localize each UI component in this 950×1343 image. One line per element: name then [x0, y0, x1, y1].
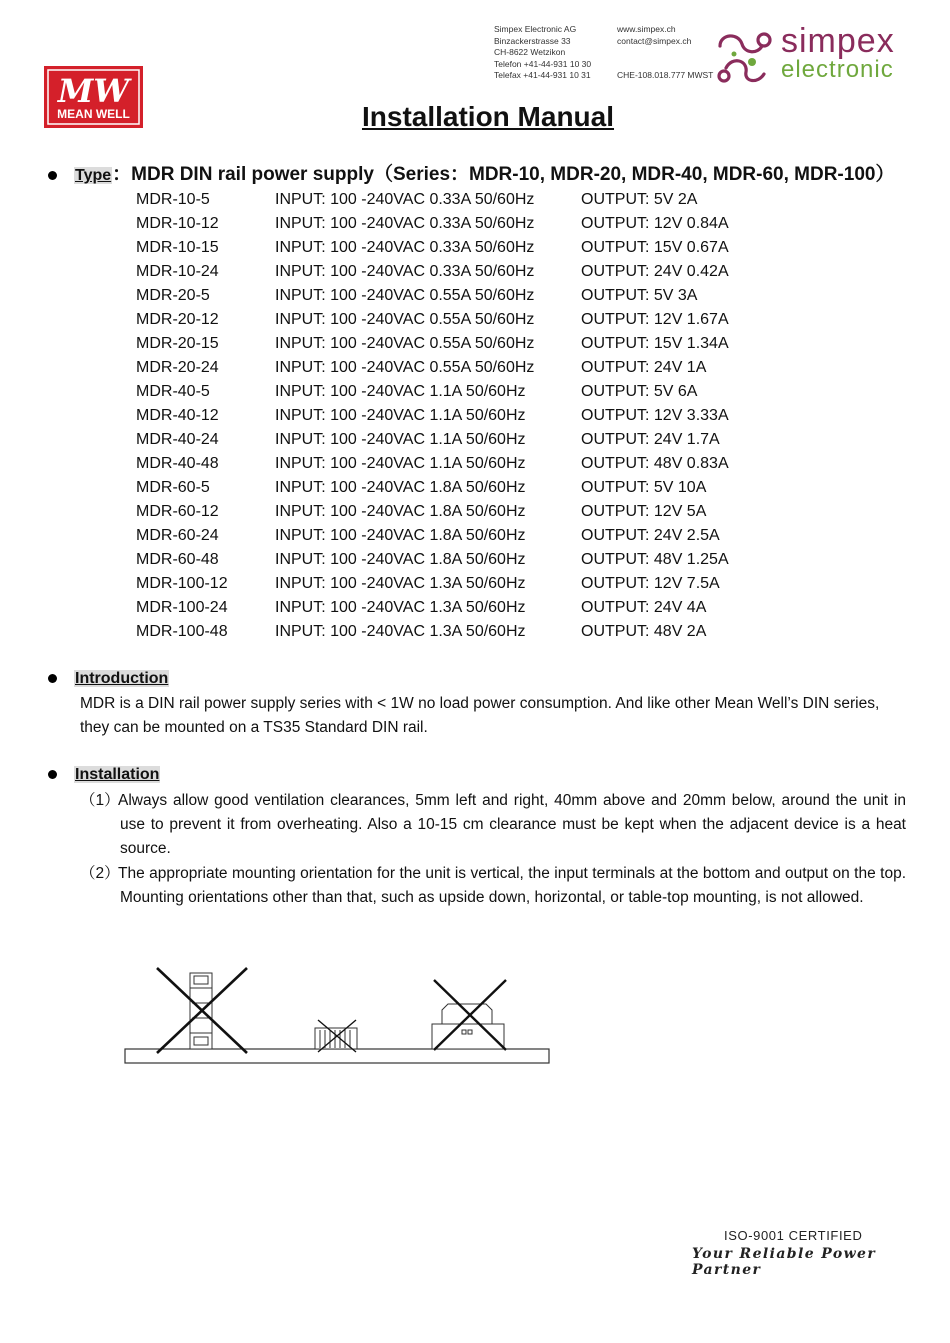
model-input: INPUT: 100 -240VAC 1.8A 50/60Hz [275, 527, 526, 544]
model-input: INPUT: 100 -240VAC 1.8A 50/60Hz [275, 479, 526, 496]
model-name: MDR-100-24 [136, 599, 228, 616]
model-input: INPUT: 100 -240VAC 1.8A 50/60Hz [275, 503, 526, 520]
model-name: MDR-20-24 [136, 359, 219, 376]
model-input: INPUT: 100 -240VAC 0.33A 50/60Hz [275, 239, 535, 256]
model-output: OUTPUT: 5V 10A [581, 479, 707, 496]
model-input: INPUT: 100 -240VAC 1.8A 50/60Hz [275, 551, 526, 568]
model-name: MDR-40-5 [136, 383, 210, 400]
simpex-address-line: Telefax +41-44-931 10 31 [494, 70, 591, 80]
model-name: MDR-60-24 [136, 527, 219, 544]
model-output: OUTPUT: 15V 1.34A [581, 335, 729, 352]
introduction-heading [74, 668, 169, 690]
model-name: MDR-40-48 [136, 455, 219, 472]
simpex-subtitle: electronic [781, 56, 894, 83]
meanwell-logo-text: MEAN WELL [57, 107, 130, 121]
bullet-dot [48, 171, 57, 180]
model-output: OUTPUT: 24V 2.5A [581, 527, 720, 544]
model-input: INPUT: 100 -240VAC 0.33A 50/60Hz [275, 191, 535, 208]
model-input: INPUT: 100 -240VAC 0.55A 50/60Hz [275, 287, 535, 304]
type-heading [74, 162, 894, 189]
model-output: OUTPUT: 12V 1.67A [581, 311, 729, 328]
model-name: MDR-20-12 [136, 311, 219, 328]
type-heading-text: ：MDR DIN rail power supply（Series：MDR-10, MDR-20, MDR-40, MDR-60, MDR-100） [112, 164, 895, 185]
simpex-email: contact@simpex.ch [617, 35, 692, 46]
model-input: INPUT: 100 -240VAC 0.55A 50/60Hz [275, 359, 535, 376]
model-input: INPUT: 100 -240VAC 0.33A 50/60Hz [275, 215, 535, 232]
model-output: OUTPUT: 15V 0.67A [581, 239, 729, 256]
meanwell-logo-mark: MW [57, 72, 130, 110]
model-input: INPUT: 100 -240VAC 1.3A 50/60Hz [275, 575, 526, 592]
mounting-orientation-diagram [120, 958, 560, 1070]
model-name: MDR-60-12 [136, 503, 219, 520]
model-output: OUTPUT: 5V 2A [581, 191, 698, 208]
model-name: MDR-20-15 [136, 335, 219, 352]
iso-certified-text: ISO-9001 CERTIFIED [724, 1228, 863, 1243]
model-input: INPUT: 100 -240VAC 0.55A 50/60Hz [275, 335, 535, 352]
installation-label: Installation [75, 766, 160, 783]
simpex-address-line: Simpex Electronic AG [494, 24, 577, 34]
model-output: OUTPUT: 48V 2A [581, 623, 707, 640]
model-output: OUTPUT: 24V 0.42A [581, 263, 729, 280]
model-name: MDR-60-48 [136, 551, 219, 568]
type-label: Type [75, 167, 112, 184]
introduction-text: MDR is a DIN rail power supply series with < 1W no load power consumption. And like other Mean Well’s DIN series, they can be mounted on a TS35 Standard DIN rail. [80, 695, 880, 736]
simpex-vat: CHE-108.018.777 MWST [617, 70, 714, 80]
model-output: OUTPUT: 48V 1.25A [581, 551, 729, 568]
installation-item [80, 862, 906, 910]
model-input: INPUT: 100 -240VAC 1.3A 50/60Hz [275, 599, 526, 616]
installation-item-number: （1） [80, 792, 120, 809]
model-input: INPUT: 100 -240VAC 0.33A 50/60Hz [275, 263, 535, 280]
model-output: OUTPUT: 12V 0.84A [581, 215, 729, 232]
introduction-label: Introduction [75, 670, 169, 687]
model-output: OUTPUT: 12V 5A [581, 503, 707, 520]
model-output: OUTPUT: 24V 1.7A [581, 431, 720, 448]
simpex-address-line: Binzackerstrasse 33 [494, 35, 571, 46]
simpex-address-line: Telefon +41-44-931 10 30 [494, 58, 592, 69]
model-input: INPUT: 100 -240VAC 0.55A 50/60Hz [275, 311, 535, 328]
model-name: MDR-10-5 [136, 191, 210, 208]
model-output: OUTPUT: 5V 6A [581, 383, 698, 400]
model-name: MDR-10-15 [136, 239, 219, 256]
installation-item-number: （2） [80, 865, 120, 882]
installation-heading [74, 764, 160, 786]
bullet-dot [48, 674, 57, 683]
model-name: MDR-10-12 [136, 215, 219, 232]
model-name: MDR-100-48 [136, 623, 228, 640]
simpex-name: simpex [781, 22, 895, 60]
simpex-website: www.simpex.ch [617, 24, 676, 34]
model-input: INPUT: 100 -240VAC 1.1A 50/60Hz [275, 455, 526, 472]
bullet-dot [48, 770, 57, 779]
model-output: OUTPUT: 5V 3A [581, 287, 698, 304]
installation-item-text: The appropriate mounting orientation for the unit is vertical, the input terminals at the bottom and output on the top. Mounting orientations other than that, such as upside down, horizontal, or table-top mounting, is not allowed. [118, 865, 906, 906]
model-input: INPUT: 100 -240VAC 1.1A 50/60Hz [275, 383, 526, 400]
model-name: MDR-40-24 [136, 431, 219, 448]
din-rail-base [125, 1049, 549, 1063]
slogan-text: Your Reliable Power Partner [692, 1246, 877, 1278]
simpex-contact [617, 24, 713, 82]
model-name: MDR-60-5 [136, 479, 210, 496]
model-input: INPUT: 100 -240VAC 1.1A 50/60Hz [275, 431, 526, 448]
model-name: MDR-20-5 [136, 287, 210, 304]
model-output: OUTPUT: 48V 0.83A [581, 455, 729, 472]
model-input: INPUT: 100 -240VAC 1.1A 50/60Hz [275, 407, 526, 424]
simpex-address [494, 24, 591, 82]
model-output: OUTPUT: 24V 4A [581, 599, 707, 616]
installation-item-text: Always allow good ventilation clearances, 5mm left and right, 40mm above and 20mm below, around the unit in use to prevent it from overheating. Also a 10-15 cm clearance must be kept when the adjacent device is a heat source. [118, 792, 906, 857]
model-output: OUTPUT: 12V 3.33A [581, 407, 729, 424]
model-input: INPUT: 100 -240VAC 1.3A 50/60Hz [275, 623, 526, 640]
model-name: MDR-100-12 [136, 575, 228, 592]
model-name: MDR-10-24 [136, 263, 219, 280]
installation-item [80, 789, 906, 861]
page-title: Installation Manual [361, 101, 615, 132]
simpex-address-line: CH-8622 Wetzikon [494, 47, 566, 57]
horizontal-unit-icon [315, 1028, 357, 1049]
model-output: OUTPUT: 12V 7.5A [581, 575, 720, 592]
model-name: MDR-40-12 [136, 407, 219, 424]
model-output: OUTPUT: 24V 1A [581, 359, 707, 376]
